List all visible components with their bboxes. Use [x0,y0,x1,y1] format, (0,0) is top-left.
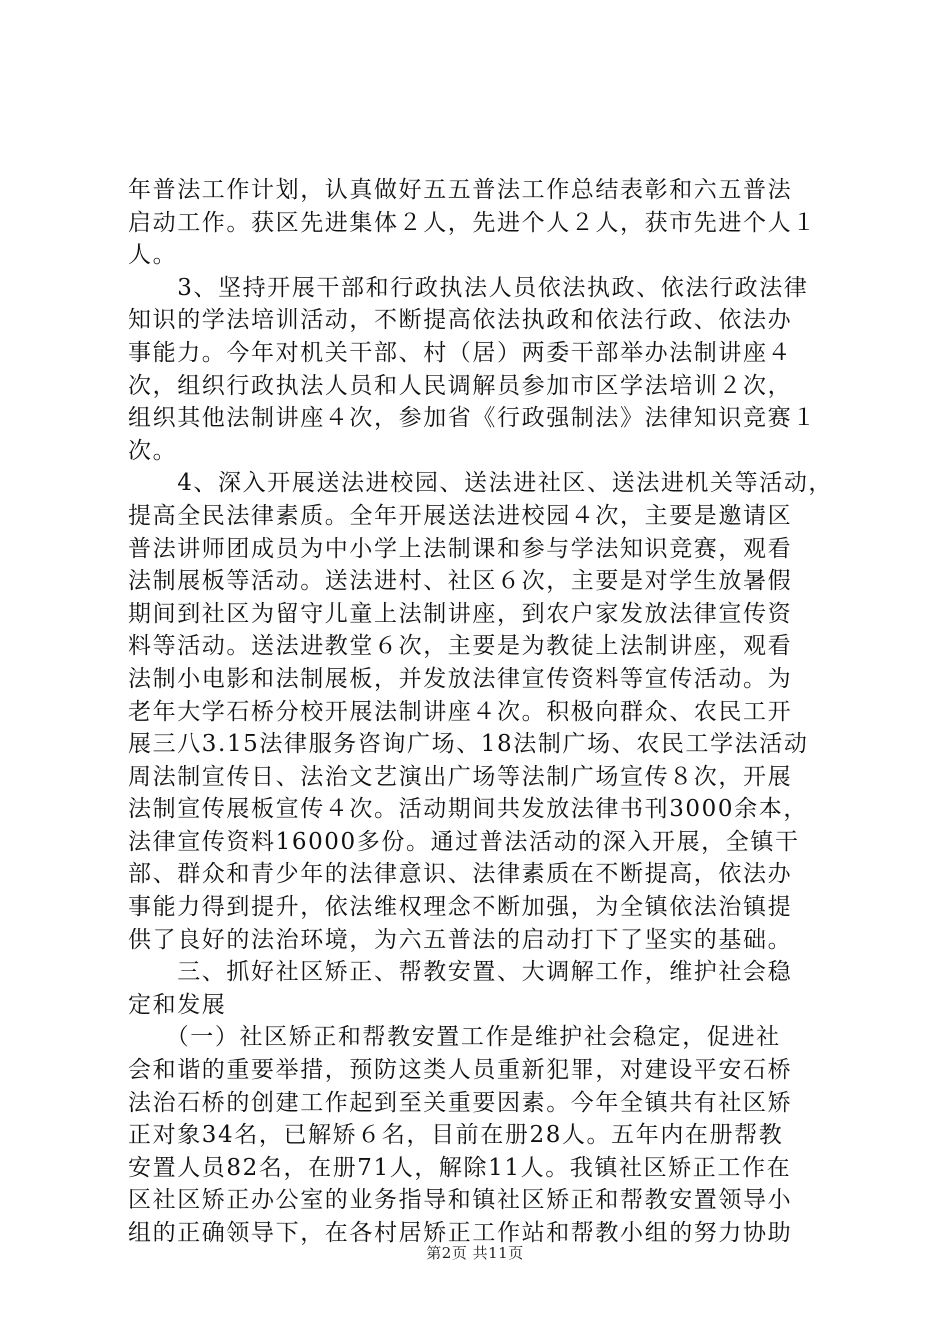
text-line: 安置人员82名，在册71人，解除11人。我镇社区矫正工作在 [128,1154,792,1181]
text-line: 次，组织行政执法人员和人民调解员参加市区学法培训２次， [128,372,793,399]
page-footer: 第2页 共11页 [426,1244,524,1262]
text-line: 法制展板等活动。送法进村、社区６次，主要是对学生放暑假 [128,568,793,595]
text-line: 区社区矫正办公室的业务指导和镇社区矫正和帮教安置领导小 [128,1187,793,1214]
text-line: 提高全民法律素质。全年开展送法进校园４次，主要是邀请区 [128,502,793,529]
text-line: 知识的学法培训活动，不断提高依法执政和依法行政、依法办 [128,307,793,334]
text-line: 组的正确领导下，在各村居矫正工作站和帮教小组的努力协助 [128,1220,793,1246]
text-line: 三、抓好社区矫正、帮教安置、大调解工作，维护社会稳 [128,959,793,986]
text-line: 次。 [128,437,178,464]
text-line: 事能力得到提升，依法维权理念不断加强，为全镇依法治镇提 [128,894,793,921]
text-line: 展三八3.15法律服务咨询广场、18法制广场、农民工学法活动 [128,731,809,758]
text-line: 供了良好的法治环境，为六五普法的启动打下了坚实的基础。 [128,926,793,953]
text-line: 4、深入开展送法进校园、送法进社区、送法进机关等活动， [128,470,834,497]
text-line: 事能力。今年对机关干部、村（居）两委干部举办法制讲座４ [128,339,793,366]
text-line: 老年大学石桥分校开展法制讲座４次。积极向群众、农民工开 [128,698,793,725]
text-line: 法律宣传资料16000多份。通过普法活动的深入开展，全镇干 [128,828,800,855]
text-line: 法制小电影和法制展板，并发放法律宣传资料等宣传活动。为 [128,665,793,692]
text-line: 料等活动。送法进教堂６次，主要是为教徒上法制讲座，观看 [128,633,793,660]
text-line: 普法讲师团成员为中小学上法制课和参与学法知识竞赛，观看 [128,535,793,562]
text-line: 正对象34名，已解矫６名，目前在册28人。五年内在册帮教 [128,1122,784,1149]
body-text [128,174,834,1250]
text-line: 法制宣传展板宣传４次。活动期间共发放法律书刊3000余本， [128,796,808,823]
text-line: 人。 [128,242,178,269]
text-line: 会和谐的重要举措，预防这类人员重新犯罪，对建设平安石桥 [128,1057,793,1084]
text-line: 年普法工作计划，认真做好五五普法工作总结表彰和六五普法 [128,177,793,203]
text-line: 期间到社区为留守儿童上法制讲座，到农户家发放法律宣传资 [128,600,793,627]
text-line: （一）社区矫正和帮教安置工作是维护社会稳定，促进社 [128,1024,781,1051]
text-line: 3、坚持开展干部和行政执法人员依法执政、依法行政法律 [128,274,809,301]
text-line: 定和发展 [128,991,227,1018]
text-line: 组织其他法制讲座４次，参加省《行政强制法》法律知识竞赛１ [128,405,817,432]
text-line: 法治石桥的创建工作起到至关重要因素。今年全镇共有社区矫 [128,1089,793,1116]
text-line: 周法制宣传日、法治文艺演出广场等法制广场宣传８次，开展 [128,763,793,790]
text-line: 启动工作。获区先进集体２人，先进个人２人，获市先进个人１ [128,209,817,236]
text-line: 部、群众和青少年的法律意识、法律素质在不断提高，依法办 [128,861,793,888]
